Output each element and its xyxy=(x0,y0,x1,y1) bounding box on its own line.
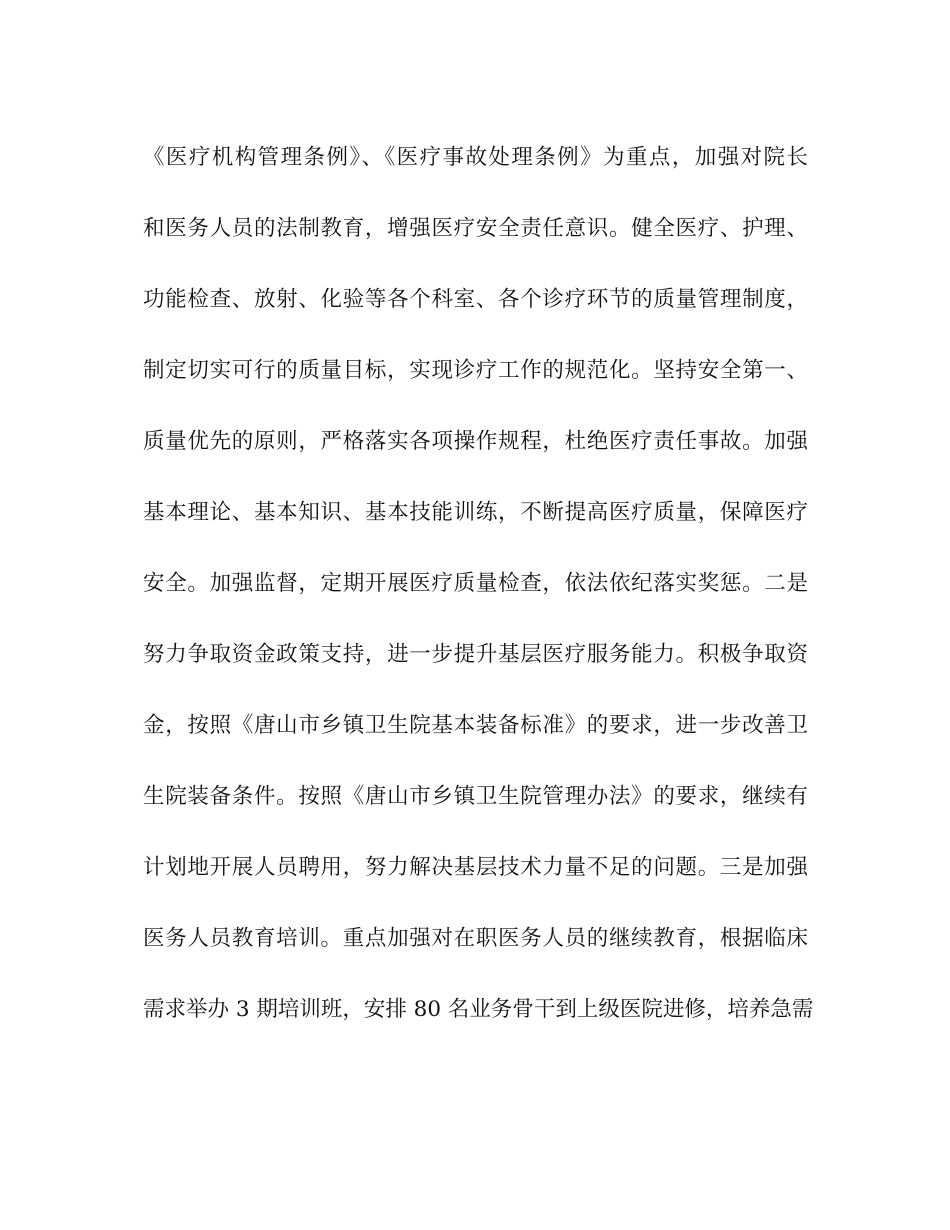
text-line: 功能检查、放射、化验等各个科室、各个诊疗环节的质量管理制度， xyxy=(143,287,808,312)
text-line: 需求举办 3 期培训班，安排 80 名业务骨干到上级医院进修，培养急需 xyxy=(143,997,814,1022)
text-line: 医务人员教育培训。重点加强对在职医务人员的继续教育，根据临床 xyxy=(143,926,808,951)
text-line: 基本理论、基本知识、基本技能训练，不断提高医疗质量，保障医疗 xyxy=(143,500,808,525)
text-line: 质量优先的原则，严格落实各项操作规程，杜绝医疗责任事故。加强 xyxy=(143,429,808,454)
text-line: 《医疗机构管理条例》、《医疗事故处理条例》为重点，加强对院长 xyxy=(143,145,808,170)
text-line: 制定切实可行的质量目标，实现诊疗工作的规范化。坚持安全第一、 xyxy=(143,358,808,383)
text-line: 金，按照《唐山市乡镇卫生院基本装备标准》的要求，进一步改善卫 xyxy=(143,713,808,738)
text-line: 安全。加强监督，定期开展医疗质量检查，依法依纪落实奖惩。二是 xyxy=(143,571,808,596)
text-line: 努力争取资金政策支持，进一步提升基层医疗服务能力。积极争取资 xyxy=(143,642,808,667)
text-line: 生院装备条件。按照《唐山市乡镇卫生院管理办法》的要求，继续有 xyxy=(143,784,808,809)
body-text xyxy=(143,136,814,1059)
text-line: 和医务人员的法制教育，增强医疗安全责任意识。健全医疗、护理、 xyxy=(143,216,808,241)
text-line: 计划地开展人员聘用，努力解决基层技术力量不足的问题。三是加强 xyxy=(143,855,808,880)
